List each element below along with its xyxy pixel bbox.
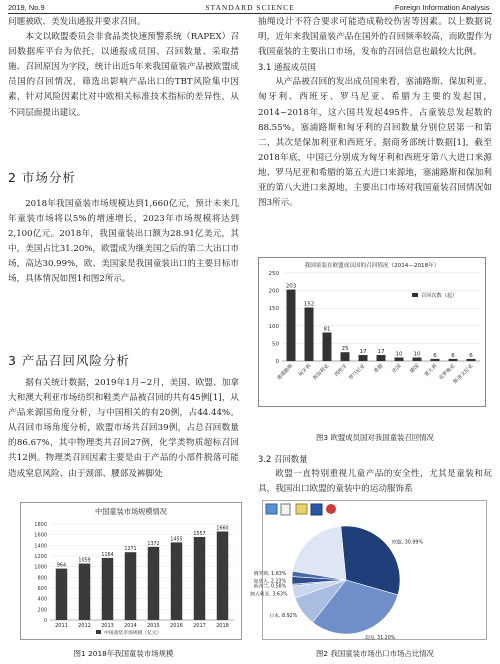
legend-label: 召回次数（起） [421, 293, 458, 299]
data-label: 6 [433, 352, 437, 359]
y-tick-label: 200 [37, 607, 47, 614]
chart-icon [296, 504, 307, 514]
x-tick-label: 法国 [391, 363, 403, 375]
paragraph: 本文以欧盟委员会非食品类快速预警系统（RAPEX）召回数据库平台为依托，以通报成员国、召回数量、采取措施、召回原因为字段，统计出近5年来我国童装产品被欧盟成员国的召回情况，筛选出影响产品出口的TBT风险集中因素，针对风险因素比对中欧相关标准技术指标的差异性，从不同层面提出建议。 [8, 32, 239, 118]
y-tick-label: 800 [37, 575, 47, 582]
y-tick-label: 50 [272, 341, 279, 348]
bar [194, 537, 206, 620]
section-name: ·Foreign Information Analysis· [392, 3, 492, 12]
x-tick-label: 希腊 [373, 363, 385, 375]
section-2-title: 2 市场分析 [8, 170, 76, 185]
x-tick-label: 塞浦路斯 [276, 363, 295, 382]
y-tick-label: 400 [37, 596, 47, 603]
data-label: 10 [413, 351, 421, 358]
figure-1-chart [20, 502, 242, 640]
x-tick-label: 2018 [216, 623, 229, 629]
right-column-bottom [258, 452, 492, 497]
word-icon [311, 504, 322, 515]
data-label: 1455 [170, 537, 183, 543]
chart-title: 我国童装在欧盟成员国的召回情况（2014—2018年） [304, 263, 440, 269]
y-tick-label: 0 [275, 359, 279, 365]
figure-2-chart [250, 500, 487, 642]
x-tick-label: 克罗地亚 [438, 363, 457, 382]
y-tick-label: 1400 [34, 543, 47, 550]
x-tick-label: 罗马尼亚 [348, 363, 367, 382]
paragraph: 欧盟一直特别重视儿童产品的安全性，尤其是童装和玩具，我国出口欧盟的童装中的运动服饰系 [258, 469, 492, 495]
y-tick-label: 250 [268, 271, 279, 277]
x-tick-label: 2014 [124, 623, 137, 629]
journal-name: STANDARD SCIENCE [205, 3, 295, 12]
slice-label: 新西兰, 0.58% [253, 584, 287, 590]
y-tick-label: 150 [268, 306, 279, 313]
data-label: 203 [285, 283, 297, 290]
y-tick-label: 0 [43, 618, 47, 624]
x-tick-label: 2012 [78, 623, 91, 629]
bar [148, 547, 160, 620]
paragraph: 从产品被召回的发出成员国来看，塞浦路斯、保加利亚、匈牙利、西班牙、罗马尼亚、希腊为主要的发起国，2014~2018年，这六国共发起495件，占童装总发起数的88.55%。塞浦路斯和匈牙利的召回数量分别位居第一和第二，其次是保加利亚和西班牙。据商务部统计数据[1]，截至2018年底，中国已分别成为匈牙利和西班牙第八大进口来源地、罗马尼亚和希腊的第五大进口来源地，塞浦路斯和保加利亚的第八大进口来源地，主要出口市场对我国童装召回情况如图3所示。 [258, 77, 492, 209]
legend-swatch [96, 630, 101, 634]
x-tick-label: 2016 [170, 623, 183, 629]
x-tick-label: 2013 [101, 623, 114, 629]
y-tick-label: 100 [268, 323, 279, 330]
data-label: 17 [359, 349, 367, 356]
bar [377, 355, 386, 361]
slice-label: 欧盟, 30.99% [392, 540, 424, 546]
data-label: 152 [303, 301, 315, 308]
bar [102, 558, 114, 620]
y-tick-label: 1200 [34, 554, 47, 560]
figure-2-caption: 图2 我国童装市场出口市场占比情况 [316, 649, 434, 658]
left-column-mid [8, 197, 239, 288]
slice-label: 美国, 31.20% [364, 636, 396, 642]
bar [449, 359, 458, 361]
bar [125, 552, 137, 620]
y-tick-label: 600 [37, 586, 47, 592]
bar [413, 357, 422, 361]
y-tick-label: 1000 [34, 564, 47, 571]
legend-swatch [412, 293, 418, 297]
x-tick-label: 2011 [55, 623, 68, 629]
left-column-top [8, 15, 239, 121]
left-column-bottom [8, 376, 239, 482]
subsection-3-2-title: 3.2 召回数量 [258, 454, 308, 464]
bar [79, 564, 91, 620]
right-column-top [258, 15, 492, 211]
bar [323, 332, 332, 361]
bar [171, 542, 183, 620]
x-tick-label: 2017 [193, 623, 206, 629]
close-icon [326, 504, 336, 514]
data-label: 6 [469, 352, 473, 359]
figure-3-caption: 图3 欧盟成员国对我国童装召回情况 [316, 433, 434, 442]
slice-label: 澳大利亚, 3.63% [250, 592, 288, 598]
data-label: 964 [56, 563, 67, 569]
x-tick-label: 斯洛文尼亚 [452, 363, 475, 386]
y-tick-label: 1800 [34, 522, 47, 528]
bar [341, 352, 350, 361]
x-tick-label: 保加利亚 [312, 363, 331, 382]
bar [395, 357, 404, 361]
bar [431, 359, 440, 361]
bar [56, 569, 68, 620]
figure-3-chart [258, 257, 486, 407]
issue-number: 2019, No.9 [8, 3, 45, 12]
data-label: 1271 [124, 547, 137, 553]
data-label: 1059 [78, 558, 91, 564]
data-label: 1164 [101, 552, 114, 558]
bar [287, 290, 296, 361]
section-3-title: 3 产品召回风险分析 [8, 353, 130, 368]
slice-label: 俄罗斯, 1.63% [253, 572, 287, 578]
slice-label: 加拿大, 2.23% [253, 579, 287, 585]
x-tick-label: 2015 [147, 623, 160, 629]
data-label: 6 [451, 352, 455, 359]
data-label: 25 [341, 346, 349, 353]
slice-label: 日本, 8.92% [269, 613, 298, 619]
picture-icon [266, 504, 277, 514]
data-label: 17 [377, 349, 385, 356]
x-tick-label: 西班牙 [333, 363, 349, 379]
paragraph: 抽绳设计不符合要求可能造成勒绞伤害等因素。以上数据说明，近年来我国童装产品在国外的召回频率较高，而欧盟作为我国童装的主要出口市场，发布的召回信息也最较大比例。 [258, 17, 492, 58]
bar [305, 307, 314, 361]
bar [359, 355, 368, 361]
y-tick-label: 200 [268, 288, 279, 295]
data-label: 1660 [216, 526, 229, 532]
x-tick-label: 德国 [409, 363, 421, 375]
page-header [8, 2, 492, 14]
y-tick-label: 1600 [34, 532, 47, 539]
paragraph: 问题被欧、美发出通报并要求召回。 [8, 17, 146, 27]
data-label: 1372 [147, 541, 160, 547]
paragraph: 2018年我国童装市场规模达到1,660亿元，预计未来几年童装市场将以5%的增速增长，2023年市场规模将达到2,100亿元。2018年，我国童装出口额为28.91亿美元，其中，美国占比31.20%，欧盟成为继美国之后的第二大出口市场，高达30.99%，欧、美国家是我国童装出口的主要目标市场，具体情况如图1和图2所示。 [8, 199, 239, 285]
document-icon [281, 504, 290, 515]
chart-title: 中国童装市场规模情况 [95, 507, 167, 516]
bar [467, 359, 476, 361]
legend-label: 中国童装市场规模（亿元） [104, 631, 162, 636]
x-tick-label: 意大利 [423, 363, 439, 379]
data-label: 1557 [193, 531, 206, 537]
bar [217, 531, 229, 620]
figure-1-caption: 图1 2018年我国童装市场规模 [73, 649, 174, 658]
data-label: 81 [323, 326, 331, 333]
data-label: 10 [395, 351, 403, 358]
paragraph: 据有关统计数据，2019年1月~2月，美国、欧盟、加拿大和澳大利亚市场纺织和鞋类产品被召回的共有45例[1]，从产品来源国角度分析，与中国相关的有20例，占44.44%。从召回市场角度分析，欧盟市场共召回39例，占总召回数量的86.67%，其中物理类共召回27例，化学类物质超标召回共12例。物理类召回因素主要是由于产品的小部件脱落可能造成窒息风险、由于颈部、腰部及裤脚处 [8, 378, 239, 479]
subsection-3-1-title: 3.1 通报成员国 [258, 62, 316, 73]
x-tick-label: 匈牙利 [297, 363, 313, 379]
